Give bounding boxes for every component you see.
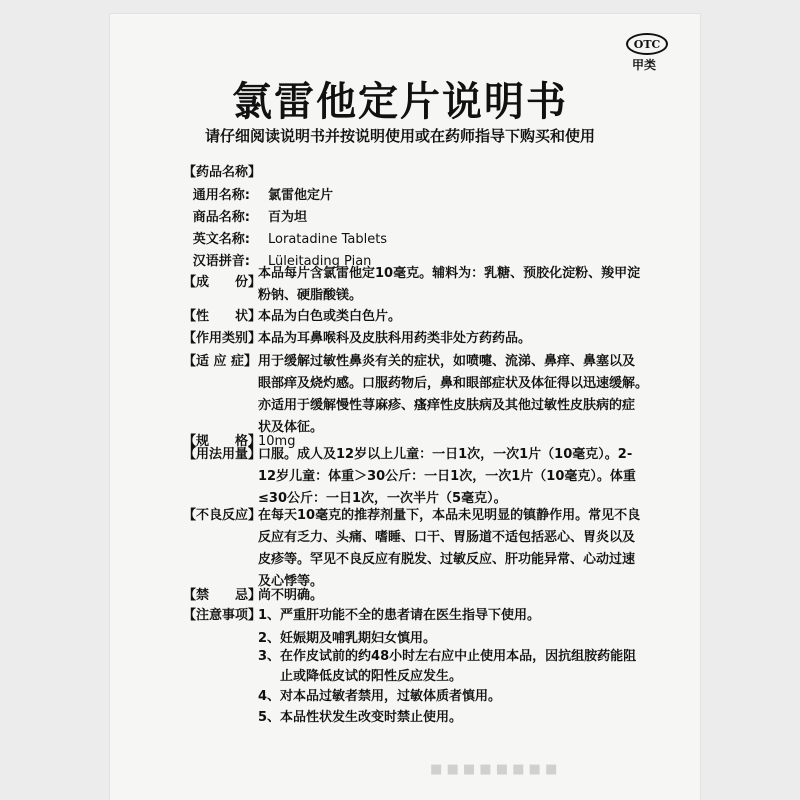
indications-text xyxy=(258,351,658,439)
indications-line: 眼部痒及烧灼感。口服药物后，鼻和眼部症状及体征得以迅速缓解。 xyxy=(258,376,649,391)
drug-name-label: 【药品名称】 xyxy=(183,165,262,180)
adverse-text xyxy=(258,505,658,593)
precaution-item: 止或降低皮试的阳性反应发生。 xyxy=(280,669,463,684)
adverse-line: 反应有乏力、头痛、嗜睡、口干、胃肠道不适包括恶心、胃炎以及 xyxy=(258,530,636,545)
indications-line: 状及体征。 xyxy=(258,420,324,435)
pinyin-label: 汉语拼音: xyxy=(192,254,250,269)
pinyin-value: Lüleitading Pian xyxy=(268,254,372,269)
composition-line: 粉钠、硬脂酸镁。 xyxy=(258,288,363,303)
precaution-item: 1、严重肝功能不全的患者请在医生指导下使用。 xyxy=(258,608,541,623)
trade-name-label: 商品名称: xyxy=(192,210,250,225)
specification-text: 10mg xyxy=(258,434,296,449)
dosage-text xyxy=(258,444,658,510)
composition-text xyxy=(258,263,658,307)
page-title: 氯雷他定片说明书 xyxy=(232,79,568,125)
composition-label: 【成 份】 xyxy=(183,275,262,290)
adverse-line: 在每天10毫克的推荐剂量下，本品未见明显的镇静作用。常见不良 xyxy=(258,508,641,523)
otc-class-label: 甲类 xyxy=(632,58,657,72)
appearance-text: 本品为白色或类白色片。 xyxy=(258,309,402,324)
precaution-item: 3、在作皮试前的约48小时左右应中止使用本品，因抗组胺药能阻 xyxy=(258,649,637,664)
dosage-line: 口服。成人及12岁以上儿童：一日1次，一次1片（10毫克）。2- xyxy=(258,447,633,462)
category-label: 【作用类别】 xyxy=(183,331,262,346)
generic-name-label: 通用名称: xyxy=(192,188,250,203)
english-name-value: Loratadine Tablets xyxy=(268,232,388,247)
otc-badge: OTC xyxy=(626,33,668,55)
adverse-line: 皮疹等。罕见不良反应有脱发、过敏反应、肝功能异常、心动过速 xyxy=(258,552,636,567)
specification-label: 【规 格】 xyxy=(183,434,262,449)
dosage-line: ≤30公斤：一日1次，一次半片（5毫克）。 xyxy=(258,491,507,506)
category-text: 本品为耳鼻喉科及皮肤科用药类非处方药药品。 xyxy=(258,331,532,346)
trade-name-value: 百为坦 xyxy=(268,210,308,225)
precaution-item: 5、本品性状发生改变时禁止使用。 xyxy=(258,710,463,725)
precautions-label: 【注意事项】 xyxy=(183,608,262,623)
composition-line: 本品每片含氯雷他定10毫克。辅料为：乳糖、预胶化淀粉、羧甲淀 xyxy=(258,266,641,281)
adverse-label: 【不良反应】 xyxy=(183,508,262,523)
adverse-line: 及心悸等。 xyxy=(258,574,324,589)
indications-label: 【适 应 症】 xyxy=(183,354,258,369)
dosage-label: 【用法用量】 xyxy=(183,447,262,462)
indications-line: 用于缓解过敏性鼻炎有关的症状，如喷嚏、流涕、鼻痒、鼻塞以及 xyxy=(258,354,636,369)
precaution-item: 2、妊娠期及哺乳期妇女慎用。 xyxy=(258,631,437,646)
show-through-text: ■ ■ ■ ■ ■ ■ ■ ■ xyxy=(430,762,558,777)
contraindications-label: 【禁 忌】 xyxy=(183,588,262,603)
appearance-label: 【性 状】 xyxy=(183,309,262,324)
generic-name-value: 氯雷他定片 xyxy=(268,188,334,203)
contraindications-text: 尚不明确。 xyxy=(258,588,324,603)
english-name-label: 英文名称: xyxy=(192,232,250,247)
indications-line: 亦适用于缓解慢性荨麻疹、瘙痒性皮肤病及其他过敏性皮肤病的症 xyxy=(258,398,636,413)
dosage-line: 12岁儿童：体重＞30公斤：一日1次，一次1片（10毫克）。体重 xyxy=(258,469,636,484)
usage-notice: 请仔细阅读说明书并按说明使用或在药师指导下购买和使用 xyxy=(204,127,595,145)
precaution-item: 4、对本品过敏者禁用，过敏体质者慎用。 xyxy=(258,689,502,704)
